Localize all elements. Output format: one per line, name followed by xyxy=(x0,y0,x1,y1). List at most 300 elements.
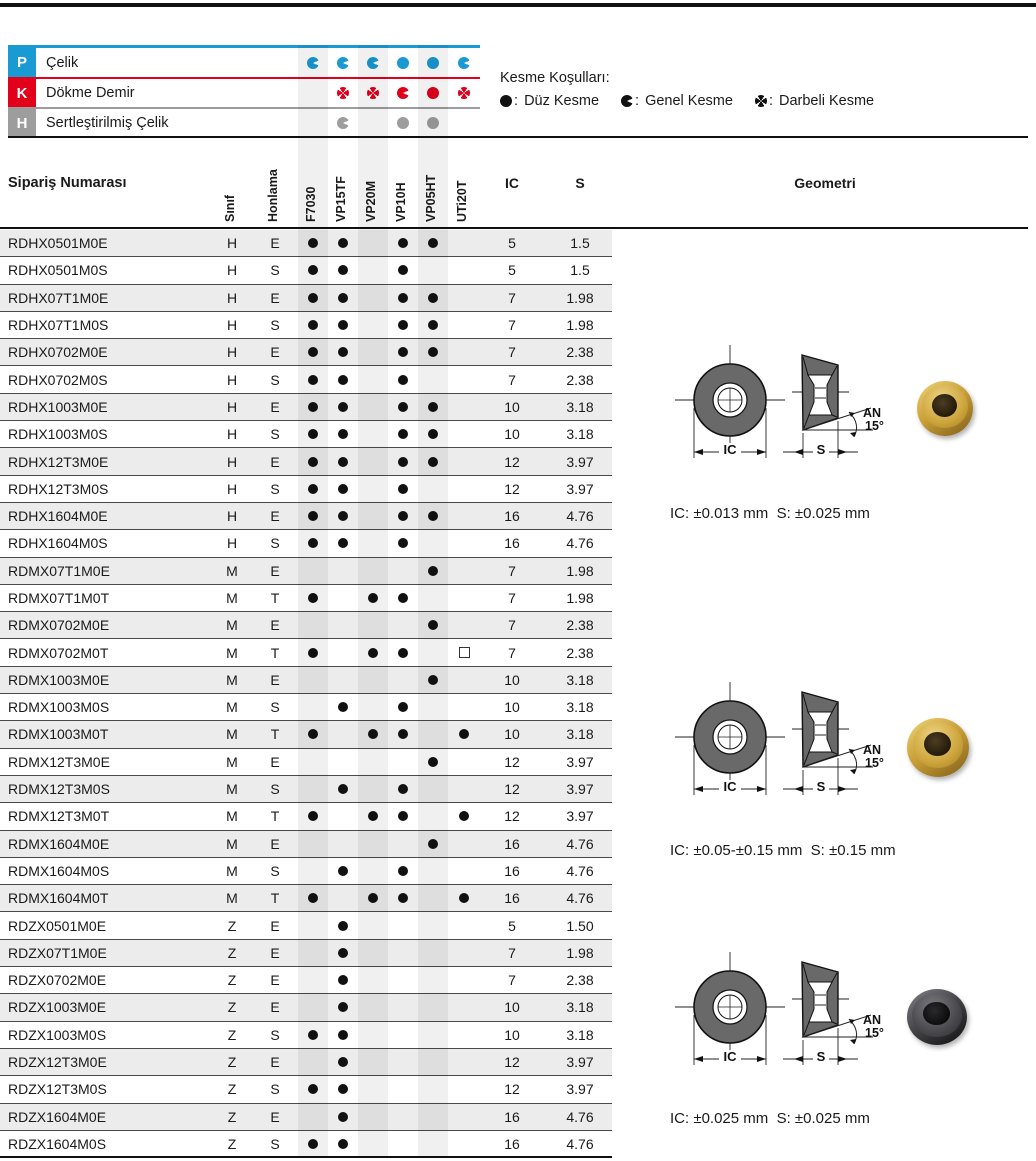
grade-cell xyxy=(328,1104,358,1130)
table-row xyxy=(0,230,612,257)
table-row xyxy=(0,503,612,530)
honing-cell: S xyxy=(270,262,280,279)
interrupted-cutting-icon xyxy=(755,95,767,107)
grade-mark-square xyxy=(459,647,470,658)
grade-cell xyxy=(418,503,448,529)
grade-cell xyxy=(328,776,358,802)
grade-cell xyxy=(418,394,448,420)
grade-mark-dot xyxy=(308,811,318,821)
svg-text:15°: 15° xyxy=(865,419,884,433)
grade-cell xyxy=(388,858,418,884)
honing-cell: T xyxy=(270,890,280,907)
table-row xyxy=(0,1022,612,1049)
grade-cell xyxy=(328,940,358,966)
ic-cell: 7 xyxy=(508,944,516,961)
grade-cell xyxy=(328,1076,358,1102)
table-row xyxy=(0,585,612,612)
column-header-vp20m: VP20M xyxy=(364,181,378,222)
grade-mark-dot xyxy=(398,320,408,330)
geometry-diagram-rdmx xyxy=(645,667,915,817)
table-row xyxy=(0,339,612,366)
s-cell: 4.76 xyxy=(566,1135,594,1152)
ic-cell: 5 xyxy=(508,235,516,252)
insert-photo-rdhx xyxy=(917,381,973,436)
grade-mark-dot xyxy=(368,593,378,603)
svg-text:IC: IC xyxy=(723,1049,737,1064)
geometri-header: Geometri xyxy=(794,174,856,191)
order-number-cell: RDHX0501M0S xyxy=(8,262,108,279)
order-number-cell: RDHX07T1M0E xyxy=(8,289,109,306)
class-cell: M xyxy=(226,644,238,661)
s-cell: 3.97 xyxy=(566,480,594,497)
grade-cell xyxy=(358,585,388,611)
class-cell: M xyxy=(226,726,238,743)
grade-mark-dot xyxy=(368,893,378,903)
honing-cell: T xyxy=(270,808,280,825)
insert-photo-rdmx xyxy=(907,718,969,777)
order-number-cell: RDZX1604M0S xyxy=(8,1135,107,1152)
grade-cell xyxy=(298,721,328,747)
order-number-cell: RDMX1604M0E xyxy=(8,835,110,852)
table-bottom-rule xyxy=(0,1156,612,1158)
grade-mark-dot xyxy=(398,511,408,521)
grade-cell xyxy=(298,585,328,611)
ic-cell: 7 xyxy=(508,617,516,634)
honing-cell: E xyxy=(270,344,280,361)
grade-cell xyxy=(328,285,358,311)
class-cell: H xyxy=(226,426,238,443)
grade-cell xyxy=(358,885,388,911)
grade-mark-dot xyxy=(428,402,438,412)
column-header-honlama: Honlama xyxy=(266,169,280,222)
s-cell: 3.18 xyxy=(566,726,594,743)
grade-cell xyxy=(328,967,358,993)
grade-cell xyxy=(388,257,418,283)
table-row xyxy=(0,667,612,694)
table-row xyxy=(0,967,612,994)
class-cell: H xyxy=(226,262,238,279)
top-rule xyxy=(0,3,1036,7)
s-cell: 1.98 xyxy=(566,289,594,306)
table-row xyxy=(0,803,612,830)
order-number-cell: RDHX12T3M0S xyxy=(8,480,109,497)
grade-mark-dot xyxy=(308,1084,318,1094)
honing-cell: S xyxy=(270,862,280,879)
ic-cell: 7 xyxy=(508,371,516,388)
material-darbeli-icon xyxy=(458,87,470,99)
ic-cell: 12 xyxy=(504,1081,520,1098)
ic-cell: 7 xyxy=(508,644,516,661)
grade-mark-dot xyxy=(398,265,408,275)
ic-cell: 16 xyxy=(504,535,520,552)
class-cell: M xyxy=(226,699,238,716)
honing-cell: E xyxy=(270,508,280,525)
grade-mark-dot xyxy=(368,729,378,739)
grade-cell xyxy=(298,1022,328,1048)
grade-mark-dot xyxy=(398,702,408,712)
material-row-h xyxy=(8,107,480,137)
column-header-vp15tf: VP15TF xyxy=(334,176,348,222)
grade-mark-dot xyxy=(368,811,378,821)
material-duz-icon xyxy=(427,87,439,99)
material-label-p: Çelik xyxy=(46,54,79,71)
grade-cell xyxy=(418,421,448,447)
ic-cell: 16 xyxy=(504,1108,520,1125)
grade-cell xyxy=(388,803,418,829)
grade-mark-dot xyxy=(338,975,348,985)
grade-cell xyxy=(328,394,358,420)
grade-cell xyxy=(388,476,418,502)
table-row xyxy=(0,1104,612,1131)
order-number-cell: RDZX12T3M0S xyxy=(8,1081,107,1098)
honing-cell: S xyxy=(270,371,280,388)
grade-cell xyxy=(328,858,358,884)
grade-mark-dot xyxy=(338,429,348,439)
class-cell: H xyxy=(226,344,238,361)
grade-mark-dot xyxy=(308,320,318,330)
honing-cell: E xyxy=(270,1054,280,1071)
grade-mark-dot xyxy=(428,620,438,630)
class-cell: H xyxy=(226,480,238,497)
ic-cell: 16 xyxy=(504,835,520,852)
material-duz-icon xyxy=(397,57,409,69)
table-row xyxy=(0,994,612,1021)
order-number-cell: RDHX1604M0S xyxy=(8,535,108,552)
material-duz-icon xyxy=(397,117,409,129)
grade-cell xyxy=(418,667,448,693)
ic-cell: 10 xyxy=(504,1026,520,1043)
s-cell: 3.97 xyxy=(566,753,594,770)
column-header-sınıf: Sınıf xyxy=(223,194,237,222)
grade-cell xyxy=(298,285,328,311)
honing-cell: E xyxy=(270,972,280,989)
grade-cell xyxy=(388,421,418,447)
grade-mark-dot xyxy=(398,729,408,739)
legend-item-darbeli xyxy=(755,93,874,109)
grade-cell xyxy=(328,1049,358,1075)
grade-mark-dot xyxy=(398,375,408,385)
grade-mark-dot xyxy=(308,457,318,467)
grade-mark-dot xyxy=(308,293,318,303)
grade-cell xyxy=(418,285,448,311)
ic-cell: 12 xyxy=(504,808,520,825)
order-number-cell: RDMX1003M0E xyxy=(8,671,110,688)
order-number-cell: RDMX1003M0S xyxy=(8,699,110,716)
grade-cell xyxy=(388,694,418,720)
grade-mark-dot xyxy=(338,866,348,876)
s-cell: 2.38 xyxy=(566,371,594,388)
grade-mark-dot xyxy=(338,265,348,275)
grade-mark-dot xyxy=(338,375,348,385)
ic-cell: 10 xyxy=(504,426,520,443)
grade-mark-dot xyxy=(308,593,318,603)
ic-cell: 16 xyxy=(504,890,520,907)
table-row xyxy=(0,639,612,666)
tolerance-caption-rdzx: IC: ±0.025 mm S: ±0.025 mm xyxy=(670,1110,870,1127)
grade-cell xyxy=(328,339,358,365)
class-cell: M xyxy=(226,671,238,688)
svg-text:AN: AN xyxy=(863,406,882,420)
grade-mark-dot xyxy=(338,1084,348,1094)
grade-cell xyxy=(298,394,328,420)
grade-cell xyxy=(418,339,448,365)
material-badge-p: P xyxy=(8,48,36,77)
grade-mark-dot xyxy=(428,293,438,303)
table-row xyxy=(0,749,612,776)
class-cell: M xyxy=(226,590,238,606)
order-number-cell: RDHX12T3M0E xyxy=(8,453,109,470)
order-number-cell: RDMX12T3M0S xyxy=(8,781,110,798)
grade-mark-dot xyxy=(398,593,408,603)
ic-cell: 16 xyxy=(504,862,520,879)
grade-cell xyxy=(328,694,358,720)
table-row xyxy=(0,721,612,748)
honing-cell: S xyxy=(270,1081,280,1098)
grade-mark-dot xyxy=(338,1002,348,1012)
material-legend xyxy=(8,45,480,137)
cutting-conditions-title: Kesme Koşulları: xyxy=(500,70,610,86)
s-cell: 4.76 xyxy=(566,862,594,879)
grade-mark-dot xyxy=(398,457,408,467)
grade-mark-dot xyxy=(338,784,348,794)
grade-mark-dot xyxy=(338,238,348,248)
legend-item-text: Düz Kesme xyxy=(524,93,600,109)
s-header: S xyxy=(575,174,585,191)
column-header-uti20t: UTi20T xyxy=(455,180,469,222)
ic-cell: 7 xyxy=(508,590,516,606)
s-cell: 2.38 xyxy=(566,344,594,361)
class-cell: M xyxy=(226,753,238,770)
flat-cutting-icon xyxy=(500,95,512,107)
geometry-diagram-rdzx xyxy=(645,937,915,1087)
grade-cell xyxy=(328,312,358,338)
grade-cell xyxy=(388,885,418,911)
grade-cell xyxy=(298,421,328,447)
grade-cell xyxy=(328,912,358,938)
honing-cell: E xyxy=(270,1108,280,1125)
grade-cell xyxy=(418,831,448,857)
table-row xyxy=(0,448,612,475)
grade-cell xyxy=(328,448,358,474)
grade-cell xyxy=(328,421,358,447)
section-divider xyxy=(8,136,1028,138)
grade-cell xyxy=(298,476,328,502)
honing-cell: S xyxy=(270,480,280,497)
grade-mark-dot xyxy=(338,320,348,330)
s-cell: 1.98 xyxy=(566,590,594,606)
grade-mark-dot xyxy=(428,347,438,357)
order-number-cell: RDHX1604M0E xyxy=(8,508,108,525)
class-cell: Z xyxy=(227,999,237,1016)
grade-cell xyxy=(449,803,479,829)
legend-item-label: : xyxy=(514,93,523,109)
s-cell: 3.97 xyxy=(566,1054,594,1071)
grade-cell xyxy=(298,503,328,529)
grade-cell xyxy=(418,749,448,775)
grade-mark-dot xyxy=(398,866,408,876)
insert-photo-rdzx xyxy=(907,989,967,1045)
s-cell: 1.98 xyxy=(566,944,594,961)
grade-mark-dot xyxy=(398,484,408,494)
class-cell: M xyxy=(226,562,238,579)
s-cell: 2.38 xyxy=(566,972,594,989)
order-number-cell: RDHX1003M0E xyxy=(8,398,108,415)
table-row xyxy=(0,366,612,393)
grade-mark-dot xyxy=(398,784,408,794)
s-cell: 3.18 xyxy=(566,398,594,415)
honing-cell: E xyxy=(270,917,280,934)
class-cell: Z xyxy=(227,1054,237,1071)
grade-mark-dot xyxy=(398,811,408,821)
grade-cell xyxy=(388,639,418,665)
honing-cell: S xyxy=(270,699,280,716)
material-genel-icon xyxy=(397,87,409,99)
honing-cell: S xyxy=(270,535,280,552)
s-cell: 4.76 xyxy=(566,1108,594,1125)
ic-cell: 12 xyxy=(504,753,520,770)
table-row xyxy=(0,558,612,585)
ic-cell: 12 xyxy=(504,1054,520,1071)
grade-mark-dot xyxy=(428,429,438,439)
grade-mark-dot xyxy=(338,538,348,548)
grade-cell xyxy=(449,885,479,911)
material-badge-h: H xyxy=(8,109,36,137)
grade-cell xyxy=(388,585,418,611)
class-cell: H xyxy=(226,453,238,470)
grade-cell xyxy=(388,503,418,529)
insert-photo-hole xyxy=(924,732,951,757)
grade-cell xyxy=(449,639,479,665)
class-cell: M xyxy=(226,835,238,852)
grade-mark-dot xyxy=(308,1139,318,1149)
class-cell: M xyxy=(226,808,238,825)
ic-cell: 7 xyxy=(508,317,516,334)
material-genel-icon xyxy=(337,57,349,69)
order-number-cell: RDMX0702M0E xyxy=(8,617,110,634)
grade-mark-dot xyxy=(338,484,348,494)
grade-mark-dot xyxy=(308,375,318,385)
material-badge-k: K xyxy=(8,79,36,107)
svg-text:S: S xyxy=(816,1049,826,1064)
ic-cell: 12 xyxy=(504,480,520,497)
honing-cell: E xyxy=(270,617,280,634)
grade-mark-dot xyxy=(338,1112,348,1122)
order-number-cell: RDZX0501M0E xyxy=(8,917,107,934)
grade-cell xyxy=(298,885,328,911)
class-cell: H xyxy=(226,508,238,525)
grade-mark-dot xyxy=(308,347,318,357)
class-cell: M xyxy=(226,862,238,879)
legend-item-label: : xyxy=(635,93,644,109)
grade-mark-dot xyxy=(308,511,318,521)
order-number-cell: RDZX07T1M0E xyxy=(8,944,107,961)
class-cell: Z xyxy=(227,972,237,989)
s-cell: 4.76 xyxy=(566,535,594,552)
grade-mark-dot xyxy=(428,238,438,248)
grade-mark-dot xyxy=(338,1139,348,1149)
grade-cell xyxy=(418,312,448,338)
table-row xyxy=(0,1131,612,1158)
grade-mark-dot xyxy=(398,648,408,658)
order-number-cell: RDZX1604M0E xyxy=(8,1108,107,1125)
class-cell: Z xyxy=(227,1135,237,1152)
grade-mark-dot xyxy=(428,675,438,685)
svg-text:IC: IC xyxy=(723,779,737,794)
honing-cell: E xyxy=(270,562,280,579)
legend-item-text: Genel Kesme xyxy=(645,93,733,109)
s-cell: 1.98 xyxy=(566,562,594,579)
class-cell: H xyxy=(226,371,238,388)
grade-cell xyxy=(298,448,328,474)
grade-cell xyxy=(328,530,358,556)
order-number-cell: RDZX12T3M0E xyxy=(8,1054,107,1071)
grade-cell xyxy=(328,1022,358,1048)
grade-mark-dot xyxy=(338,702,348,712)
grade-mark-dot xyxy=(308,429,318,439)
grade-mark-dot xyxy=(338,347,348,357)
honing-cell: E xyxy=(270,999,280,1016)
class-cell: Z xyxy=(227,944,237,961)
honing-cell: E xyxy=(270,944,280,961)
material-label-h: Sertleştirilmiş Çelik xyxy=(46,115,169,131)
ic-cell: 16 xyxy=(504,508,520,525)
class-cell: Z xyxy=(227,917,237,934)
table-row xyxy=(0,776,612,803)
table-row xyxy=(0,257,612,284)
honing-cell: T xyxy=(270,726,280,743)
grade-mark-dot xyxy=(398,429,408,439)
class-cell: Z xyxy=(227,1026,237,1043)
class-cell: H xyxy=(226,235,238,252)
order-number-cell: RDHX0702M0S xyxy=(8,371,108,388)
grade-mark-dot xyxy=(428,757,438,767)
grade-cell xyxy=(388,339,418,365)
grade-mark-dot xyxy=(459,893,469,903)
grade-cell xyxy=(328,503,358,529)
grade-cell xyxy=(418,448,448,474)
ic-cell: 5 xyxy=(508,917,516,934)
material-darbeli-icon xyxy=(367,87,379,99)
grade-mark-dot xyxy=(428,566,438,576)
insert-photo-hole xyxy=(923,1002,949,1026)
grade-mark-dot xyxy=(398,893,408,903)
grade-cell xyxy=(388,312,418,338)
svg-text:IC: IC xyxy=(723,442,737,457)
ic-cell: 7 xyxy=(508,562,516,579)
s-cell: 1.50 xyxy=(566,917,594,934)
order-number-cell: RDMX1604M0T xyxy=(8,890,109,907)
class-cell: H xyxy=(226,317,238,334)
grade-mark-dot xyxy=(338,511,348,521)
s-cell: 3.18 xyxy=(566,999,594,1016)
honing-cell: S xyxy=(270,781,280,798)
class-cell: M xyxy=(226,890,238,907)
table-row xyxy=(0,885,612,912)
grade-cell xyxy=(298,803,328,829)
grade-cell xyxy=(449,721,479,747)
insert-table xyxy=(0,230,612,1158)
grade-cell xyxy=(388,285,418,311)
material-genel-icon xyxy=(307,57,319,69)
grade-cell xyxy=(418,612,448,638)
grade-mark-dot xyxy=(308,402,318,412)
grade-mark-dot xyxy=(308,1030,318,1040)
tolerance-caption-rdmx: IC: ±0.05-±0.15 mm S: ±0.15 mm xyxy=(670,842,896,859)
ic-cell: 7 xyxy=(508,972,516,989)
grade-cell xyxy=(388,448,418,474)
grade-mark-dot xyxy=(428,320,438,330)
legend-item-text: Darbeli Kesme xyxy=(779,93,875,109)
